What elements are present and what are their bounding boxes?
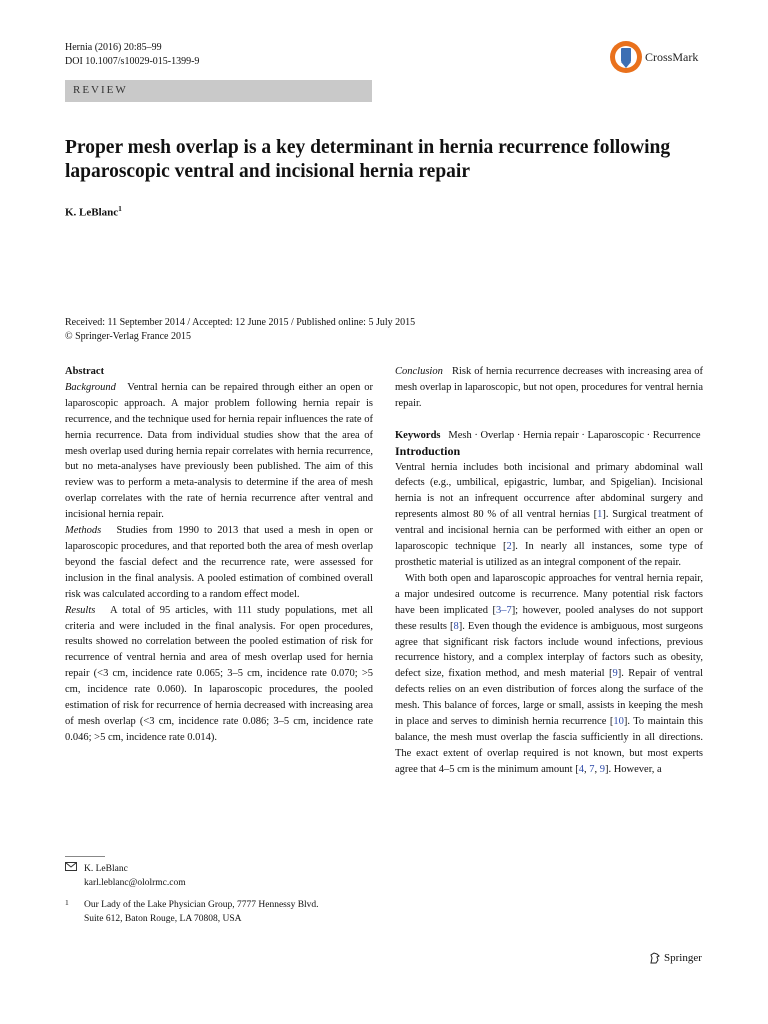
crossmark-label: CrossMark xyxy=(645,49,699,64)
citation-link[interactable]: 4 xyxy=(578,763,584,775)
citation-link[interactable]: 10 xyxy=(613,716,624,728)
abstract-methods xyxy=(65,523,373,603)
abstract-results xyxy=(65,603,373,746)
section-label-bar xyxy=(65,80,372,102)
paragraph-text: ]. Even though the evidence is ambiguous, most surgeons agree that significant risk factors include wound infections, previous recurrence history, and a complex interplay of factors such as obesity, defect size, fixation method, and mesh material [ xyxy=(395,620,703,680)
springer-horse-icon xyxy=(648,951,662,965)
keywords-text: Mesh · Overlap · Hernia repair · Laparoscopic · Recurrence xyxy=(448,429,701,441)
crossmark-badge[interactable] xyxy=(609,40,698,74)
citation-link[interactable]: 1 xyxy=(597,509,603,521)
citation-link[interactable]: 7 xyxy=(589,763,595,775)
publisher-name: Springer xyxy=(664,952,702,964)
corresponding-author xyxy=(65,862,385,892)
copyright-line: © Springer-Verlag France 2015 xyxy=(65,331,191,342)
paragraph-text: ]. Surgical treatment of ventral and incisional hernia can be performed with either an open or laparoscopic technique [ xyxy=(395,509,703,553)
journal-line: Hernia (2016) 20:85–99 xyxy=(65,42,162,53)
paragraph-text: ]. To maintain this balance, the mesh must overlap the fascia sufficiently in all directions. The exact extent of overlap required is not known, but most experts agree that 4–5 cm is the minimum amount [ xyxy=(395,716,703,775)
abstract-heading: Abstract xyxy=(65,366,105,377)
doi-line: DOI 10.1007/s10029-015-1399-9 xyxy=(65,56,200,67)
article-history xyxy=(65,316,705,344)
conclusion-label: Conclusion xyxy=(395,366,443,377)
paragraph-text: , xyxy=(594,763,600,775)
citation-link[interactable]: 2 xyxy=(506,541,512,553)
keywords-label: Keywords xyxy=(395,429,441,441)
abstract-column xyxy=(65,364,373,746)
methods-label: Methods xyxy=(65,525,102,537)
affiliation-line-1: Our Lady of the Lake Physician Group, 7777 Hennessy Blvd. xyxy=(84,900,319,910)
affiliation-line-2: Suite 612, Baton Rouge, LA 70808, USA xyxy=(84,914,242,924)
corresponding-name: K. LeBlanc xyxy=(84,864,128,874)
paragraph-text: ]. Repair of ventral defects relies on an even distribution of forces along the surface of the mesh. This balance of forces, large or small, assists in keeping the mesh in place and serves to diminish hernia recurrence [ xyxy=(395,668,704,728)
author-affil-marker: 1 xyxy=(118,204,122,213)
conclusion-text: Risk of hernia recurrence decreases with increasing area of mesh overlap in laparoscopic, but not open, procedures for ventral hernia repair. xyxy=(395,366,704,409)
abstract-conclusion xyxy=(395,364,703,412)
right-column xyxy=(395,364,703,778)
affiliation-footnote xyxy=(65,898,385,928)
background-text: Ventral hernia can be repaired through either an open or laparoscopic approach. A major problem following hernia repair is recurrence, and the technique used for hernia repair influences the rate of hernia recurrence. Data from individual studies show that the area of mesh overlap used during hernia repair correlates with hernia recurrence, but no meta-analyses have previously been published. The aim of this review was to perform a meta-analysis to determine if the area of mesh overlap correlates with the rate of hernia recurrence after ventral and incisional hernia repair. xyxy=(65,381,373,521)
background-label: Background xyxy=(65,381,116,393)
history-dates: Received: 11 September 2014 / Accepted: 12 June 2015 / Published online: 5 July 2015 xyxy=(65,317,416,328)
citation-link[interactable]: 3–7 xyxy=(495,604,512,616)
footnote-rule xyxy=(65,856,105,857)
corresponding-details xyxy=(84,862,384,890)
paragraph-text: Ventral hernia includes both incisional and primary abdominal wall defects (e.g., umbilical, epigastric, lumbar, and Spigelian). Incisional hernia is not an infrequent occurrence after abdominal surgery and represents almost 80 % of all ventral hernias [ xyxy=(395,461,703,521)
paragraph-text: ]. In nearly all instances, some type of prosthetic material is utilized as an integral component of the repair. xyxy=(395,541,704,568)
intro-paragraph-1 xyxy=(395,460,703,571)
citation-link[interactable]: 9 xyxy=(612,668,618,680)
citation-link[interactable]: 9 xyxy=(599,763,605,775)
article-title: Proper mesh overlap is a key determinant in hernia recurrence following laparoscopic ventral and incisional hernia repair xyxy=(65,137,671,182)
keywords xyxy=(395,428,703,444)
results-text: A total of 95 articles, with 111 study populations, met all criteria and were included in the final analysis. For open procedures, results showed no correlation between the pooled estimation of risk for recurrence of ventral hernia and area of mesh overlap used for hernia repair (<3 cm, incidence rate 0.065; 3–5 cm, incidence rate 0.070; >5 cm, incidence rate 0.060). In laparoscopic procedures, the pooled estimation of risk for recurrence of hernia decreased with increasing area of mesh overlap (<3 cm, incidence rate 0.086; 3–5 cm, incidence rate 0.046; >5 cm, incidence rate 0.014). xyxy=(65,604,374,743)
paragraph-text: , xyxy=(583,763,590,775)
paragraph-text: With both open and laparoscopic approaches for ventral hernia repair, a major undesired outcome is recurrence. Many potential risk factors have been implicated [ xyxy=(395,572,703,616)
paragraph-text: ]. However, a xyxy=(604,763,662,775)
crossmark-icon xyxy=(609,40,643,74)
author-name[interactable]: K. LeBlanc xyxy=(65,206,119,219)
publisher-logo xyxy=(648,951,702,965)
section-label: REVIEW xyxy=(73,84,128,96)
methods-text: Studies from 1990 to 2013 that used a mesh in open or laparoscopic procedures, and that reported both the area of mesh overlap beyond the fascial defect and the recurrence rate, were assessed for inclusion in the final analysis. A pooled estimation of combined overall risk was calculated according to a random effect model. xyxy=(65,525,374,600)
results-label: Results xyxy=(65,604,96,616)
journal-citation xyxy=(65,41,199,69)
paragraph-text: ]; however, pooled analyses do not support these results [ xyxy=(395,604,703,632)
intro-paragraph-2 xyxy=(395,571,703,778)
citation-link[interactable]: 8 xyxy=(453,620,459,632)
affiliation-number: 1 xyxy=(65,898,69,907)
corresponding-email[interactable]: karl.leblanc@ololrmc.com xyxy=(84,878,186,888)
affiliation-text xyxy=(84,898,384,926)
author-line xyxy=(65,204,122,219)
abstract-background xyxy=(65,380,373,523)
introduction-heading: Introduction xyxy=(395,443,461,458)
envelope-icon xyxy=(65,862,77,876)
